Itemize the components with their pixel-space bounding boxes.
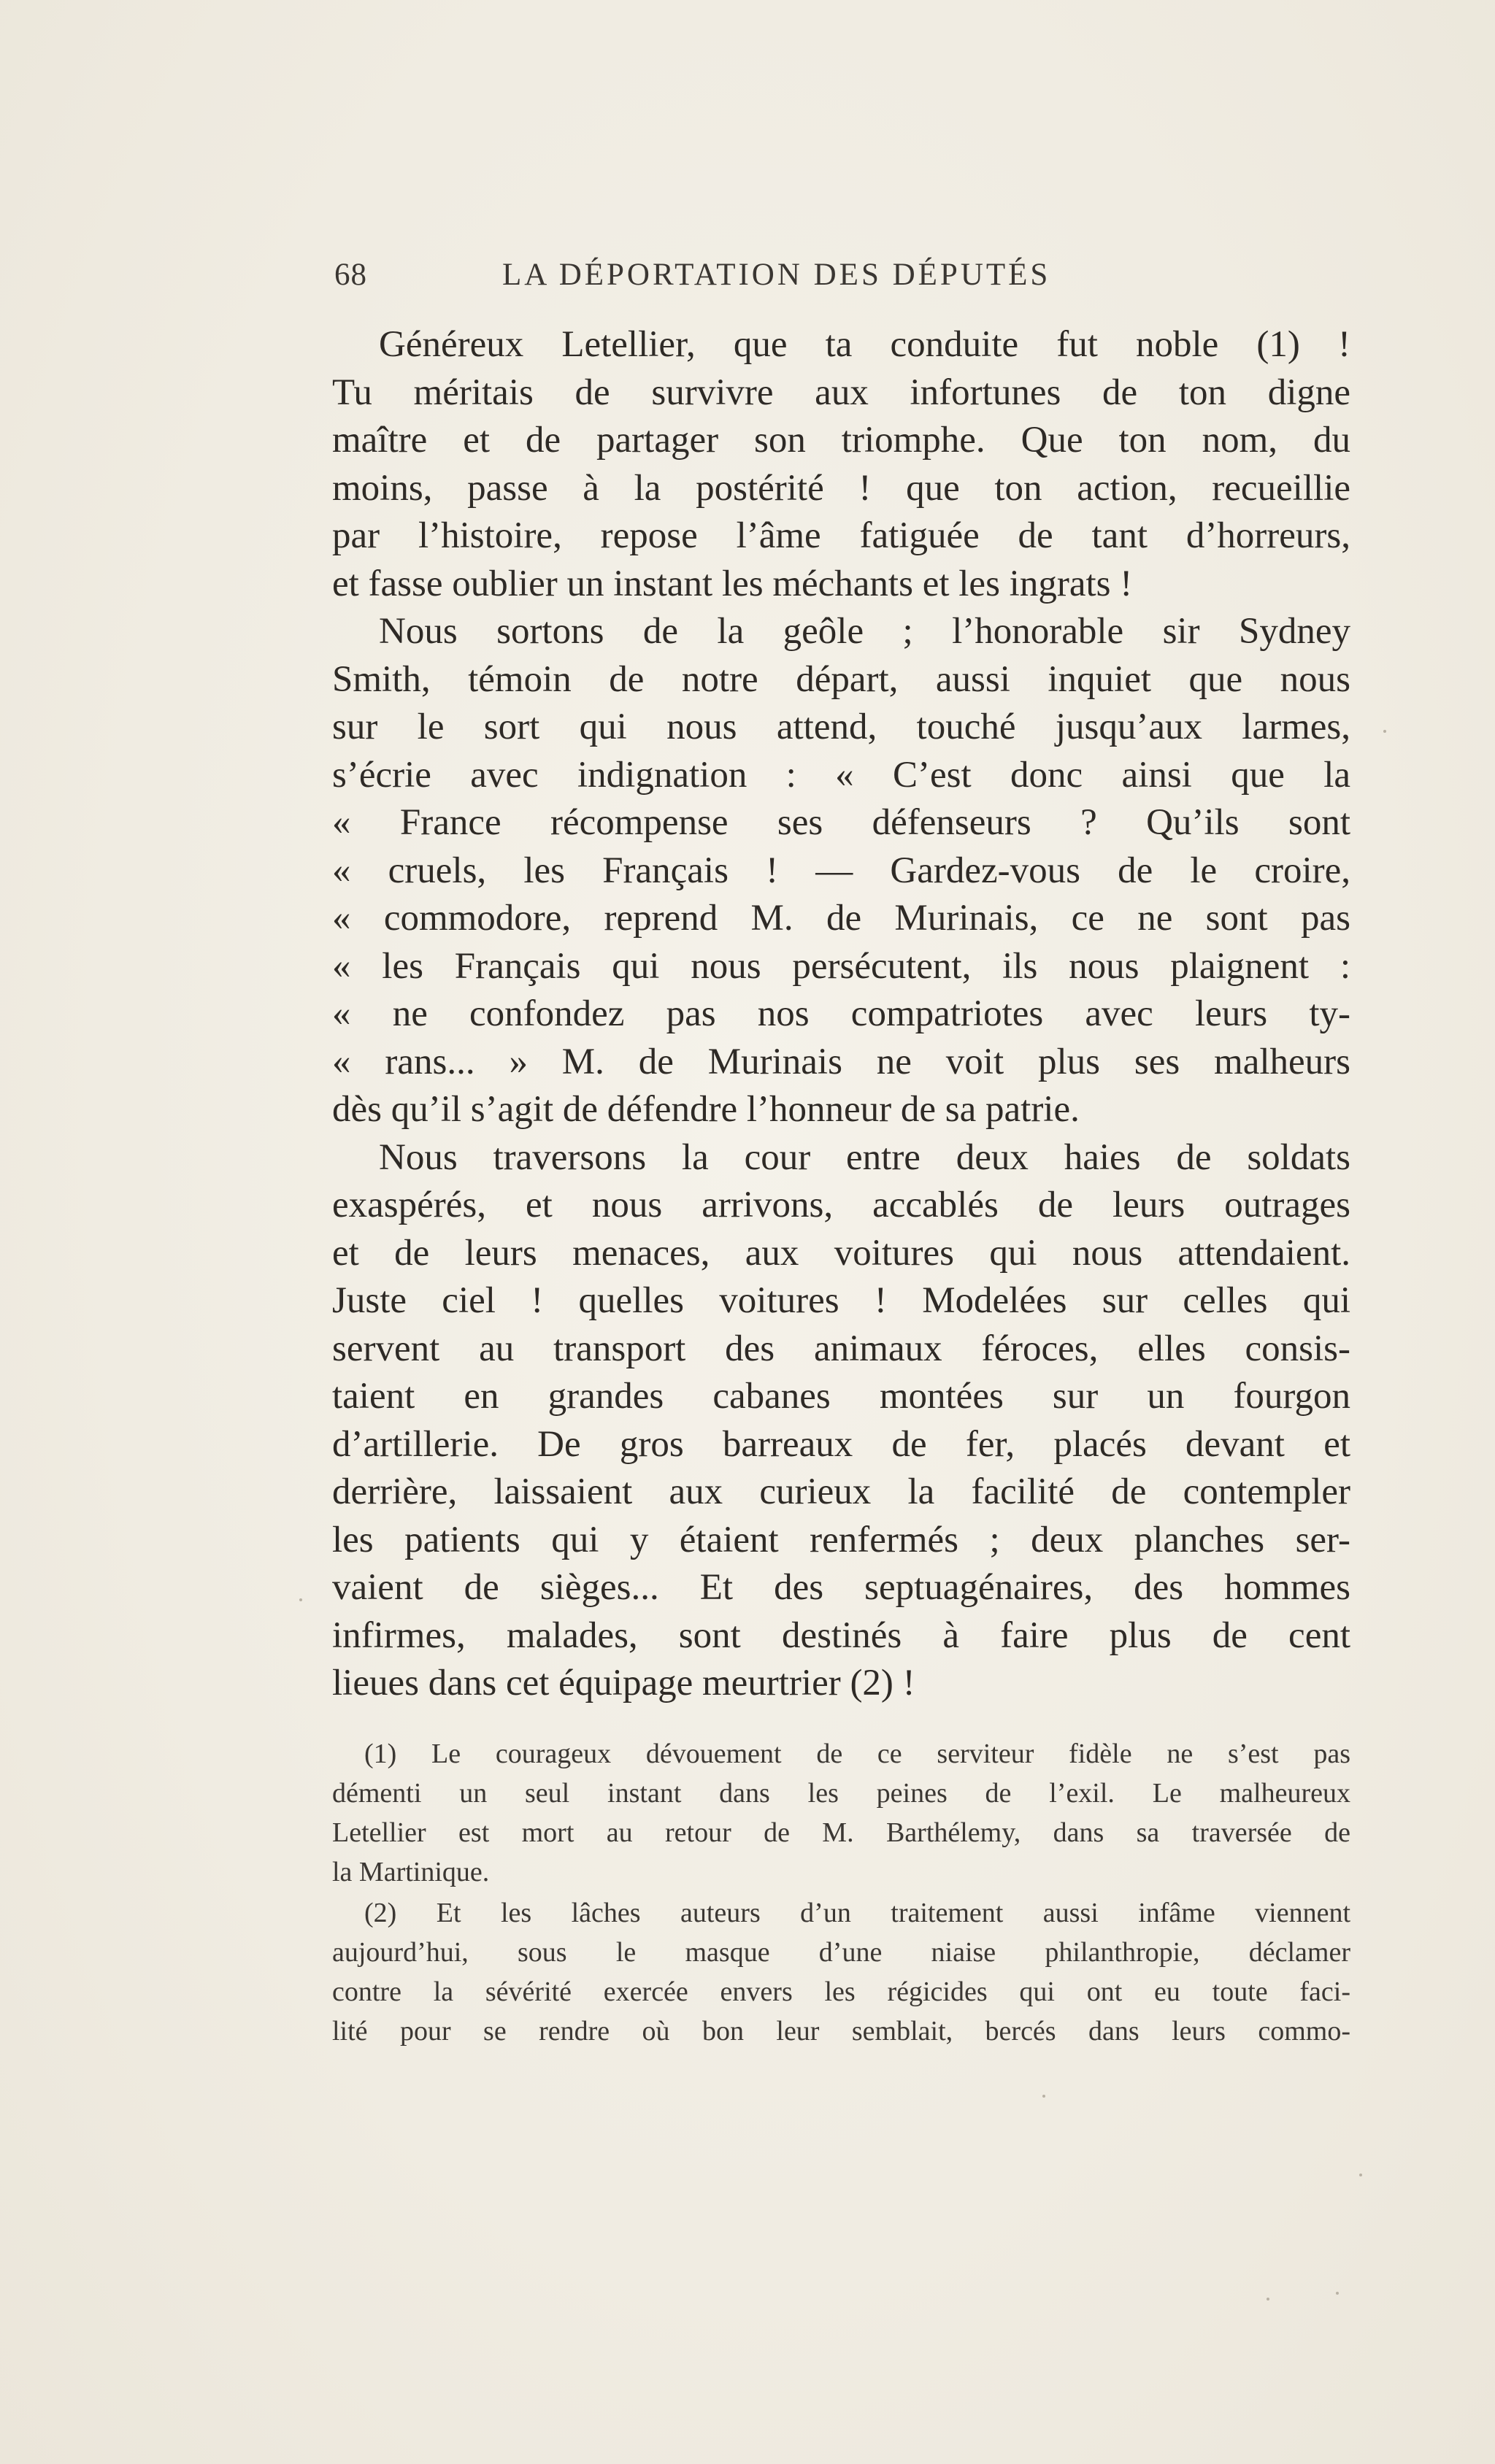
text-line: « commodore, reprend M. de Murinais, ce ne sont pas [332,898,1350,939]
footnote-line: lité pour se rendre où bon leur semblait, bercés dans leurs commo- [332,2016,1350,2047]
body-text [332,321,1350,1708]
text-line: maître et de partager son triomphe. Que ton nom, du [332,420,1350,461]
paragraph-2 [332,608,1350,1134]
footnotes [332,1734,1350,2051]
text-line: lieues dans cet équipage meurtrier (2) ! [332,1663,915,1703]
text-line: les patients qui y étaient renfermés ; deux planches ser- [332,1519,1350,1560]
text-line: taient en grandes cabanes montées sur un fourgon [332,1376,1350,1417]
text-line: vaient de sièges... Et des septuagénaires, des hommes [332,1567,1350,1608]
text-line: « ne confondez pas nos compatriotes avec leurs ty- [332,993,1350,1034]
paragraph-1 [332,321,1350,608]
footnote-line: aujourd’hui, sous le masque d’une niaise philanthropie, déclamer [332,1937,1350,1968]
paper-speck [1042,2095,1045,2098]
text-line: « les Français qui nous persécutent, ils nous plaignent : [332,945,1350,987]
paper-speck [1383,730,1386,733]
text-line: et de leurs menaces, aux voitures qui nous attendaient. [332,1232,1350,1274]
text-line: Tu méritais de survivre aux infortunes de ton digne [332,371,1350,413]
text-line: exaspérés, et nous arrivons, accablés de leurs outrages [332,1185,1350,1225]
footnote-line: démenti un seul instant dans les peines de l’exil. Le malheureux [332,1778,1350,1809]
text-line: Nous traversons la cour entre deux haies de soldats [379,1136,1350,1178]
footnote-line: (1) Le courageux dévouement de ce serviteur fidèle ne s’est pas [364,1739,1350,1769]
footnote-line: Letellier est mort au retour de M. Barthélemy, dans sa traversée de [332,1817,1350,1848]
running-title: LA DÉPORTATION DES DÉPUTÉS [502,258,1051,292]
text-line: par l’histoire, repose l’âme fatiguée de tant d’horreurs, [332,515,1350,556]
text-line: Généreux Letellier, que ta conduite fut noble (1) ! [379,324,1350,365]
page-number: 68 [334,258,367,292]
text-line: servent au transport des animaux féroces, elles consis- [332,1328,1350,1369]
paper-speck [1359,2174,1362,2176]
text-line: Smith, témoin de notre départ, aussi inquiet que nous [332,658,1350,700]
text-line: moins, passe à la postérité ! que ton action, recueillie [332,467,1350,509]
page-header [334,257,1350,301]
footnote-2 [332,1893,1350,2051]
paragraph-3 [332,1134,1350,1708]
paper-speck [299,1598,302,1601]
paper-speck [1267,2298,1269,2301]
text-line: s’écrie avec indignation : « C’est donc ainsi que la [332,754,1350,796]
text-line: sur le sort qui nous attend, touché jusqu’aux larmes, [332,707,1350,747]
text-line: « France récompense ses défenseurs ? Qu’ils sont [332,802,1350,843]
footnote-line: (2) Et les lâches auteurs d’un traitement aussi infâme viennent [364,1898,1350,1928]
text-line: infirmes, malades, sont destinés à faire plus de cent [332,1614,1350,1656]
text-line: « cruels, les Français ! — Gardez-vous de le croire, [332,850,1350,891]
text-line: « rans... » M. de Murinais ne voit plus ses malheurs [332,1041,1350,1082]
footnote-line: contre la sévérité exercée envers les régicides qui ont eu toute faci- [332,1976,1350,2007]
footnote-line: la Martinique. [332,1857,490,1887]
footnote-1 [332,1734,1350,1892]
text-line: Nous sortons de la geôle ; l’honorable sir Sydney [379,611,1350,652]
text-line: d’artillerie. De gros barreaux de fer, placés devant et [332,1423,1350,1465]
text-line: dès qu’il s’agit de défendre l’honneur de sa patrie. [332,1089,1080,1130]
text-line: Juste ciel ! quelles voitures ! Modelées sur celles qui [332,1280,1350,1321]
text-line: derrière, laissaient aux curieux la facilité de contempler [332,1471,1350,1512]
paper-speck [1336,2292,1339,2295]
text-line: et fasse oublier un instant les méchants et les ingrats ! [332,563,1133,604]
